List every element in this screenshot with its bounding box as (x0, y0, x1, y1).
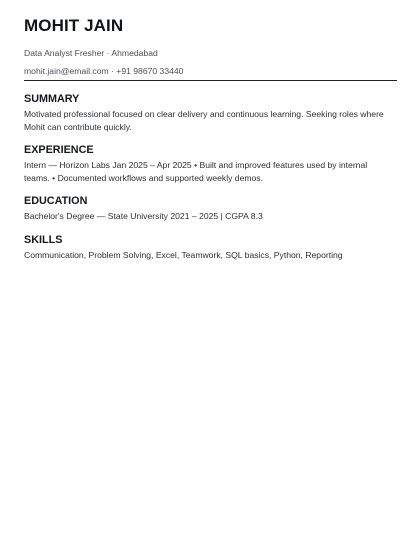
summary-heading: SUMMARY (24, 93, 80, 105)
summary-text: Motivated professional focused on clear delivery and continuous learning. Seeking roles where Mohit can contribute quickly. (24, 109, 384, 132)
education-text: Bachelor's Degree — State University 2021 – 2025 | CGPA 8.3 (24, 211, 263, 221)
skills-heading: SKILLS (24, 233, 63, 246)
skills-text: Communication, Problem Solving, Excel, Teamwork, SQL basics, Python, Reporting (24, 249, 343, 260)
experience-section (24, 144, 397, 184)
experience-heading: EXPERIENCE (24, 144, 94, 156)
education-heading: EDUCATION (24, 195, 88, 207)
contact-line: mohit.jain@email.com · +91 98670 33440 (24, 66, 184, 76)
candidate-headline: Data Analyst Fresher · Ahmedabad (24, 48, 158, 58)
experience-text: Intern — Horizon Labs Jan 2025 – Apr 2025 • Built and improved features used by internal teams. • Documented workflows and supported weekly demos. (24, 160, 368, 183)
summary-section (24, 93, 397, 133)
education-section (24, 195, 397, 223)
header-divider (24, 80, 397, 81)
candidate-name: MOHIT JAIN (24, 16, 124, 35)
skills-section (24, 234, 397, 262)
